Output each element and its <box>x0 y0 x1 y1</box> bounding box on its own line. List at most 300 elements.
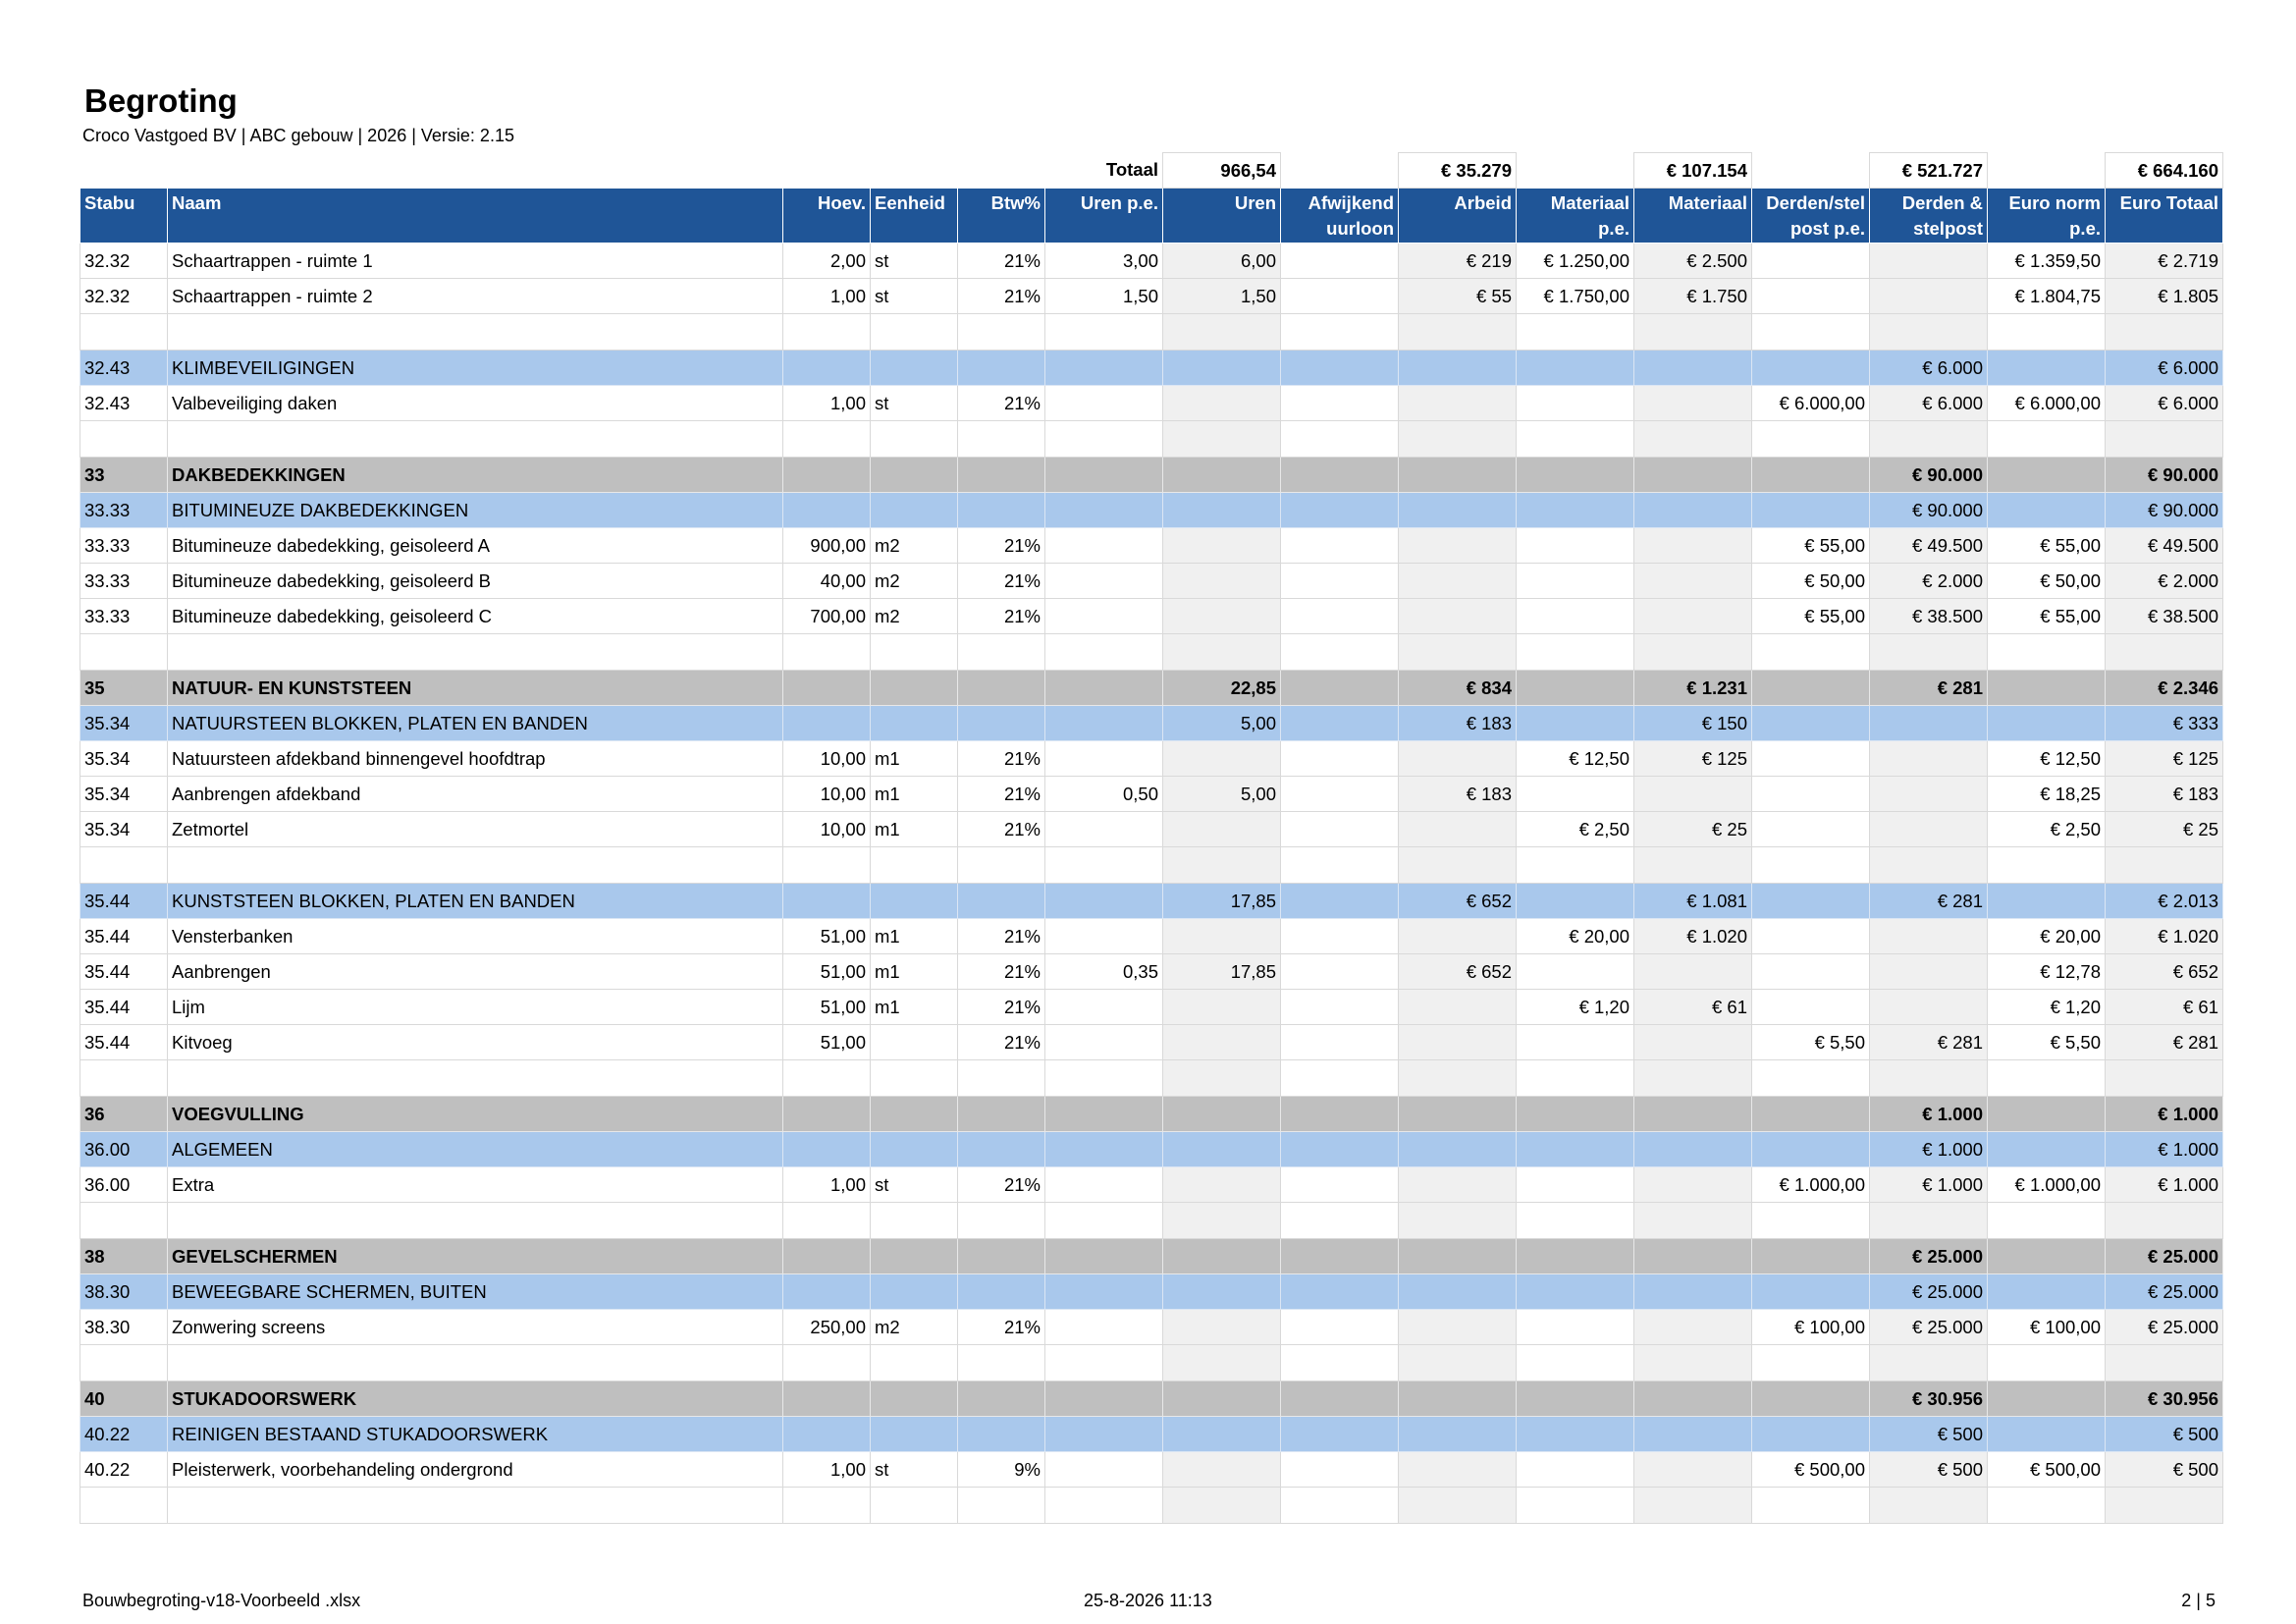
table-cell <box>1281 1097 1399 1132</box>
table-cell: € 1.805 <box>2106 279 2223 314</box>
table-cell: m2 <box>871 564 958 599</box>
table-cell <box>871 1417 958 1452</box>
table-cell: 38.30 <box>80 1310 168 1345</box>
table-cell: € 55,00 <box>1988 528 2106 564</box>
table-cell: GEVELSCHERMEN <box>168 1239 783 1274</box>
table-cell: KUNSTSTEEN BLOKKEN, PLATEN EN BANDEN <box>168 884 783 919</box>
table-cell <box>1634 1203 1752 1239</box>
table-cell <box>1281 1381 1399 1417</box>
table-cell <box>1045 1488 1163 1524</box>
table-cell <box>1399 1310 1517 1345</box>
table-cell <box>1163 314 1281 351</box>
table-cell <box>1517 564 1634 599</box>
table-cell <box>1517 1381 1634 1417</box>
table-cell <box>958 1488 1045 1524</box>
table-cell: 21% <box>958 1025 1045 1060</box>
table-cell <box>1281 634 1399 671</box>
table-cell <box>1163 847 1281 884</box>
table-row <box>80 1452 2223 1488</box>
table-cell <box>1163 1203 1281 1239</box>
table-cell <box>1163 458 1281 493</box>
table-cell: € 500 <box>2106 1417 2223 1452</box>
table-cell <box>1399 386 1517 421</box>
table-cell: 6,00 <box>1163 244 1281 279</box>
table-cell <box>1163 1239 1281 1274</box>
table-cell <box>1281 351 1399 386</box>
table-row <box>80 1310 2223 1345</box>
table-cell <box>1634 777 1752 812</box>
table-cell <box>1163 564 1281 599</box>
table-cell <box>871 1345 958 1381</box>
table-cell: Kitvoeg <box>168 1025 783 1060</box>
table-cell <box>2106 1060 2223 1097</box>
table-cell <box>1281 1239 1399 1274</box>
table-cell <box>1399 812 1517 847</box>
table-cell <box>1045 1203 1163 1239</box>
table-cell <box>1752 244 1870 279</box>
table-cell <box>1163 741 1281 777</box>
table-cell <box>1281 1025 1399 1060</box>
column-header: Arbeid <box>1399 189 1517 244</box>
table-cell <box>1752 1345 1870 1381</box>
totals-label: Totaal <box>1105 159 1158 181</box>
table-cell <box>1045 528 1163 564</box>
table-cell <box>871 351 958 386</box>
table-cell <box>1045 884 1163 919</box>
table-cell <box>1281 599 1399 634</box>
column-header: Stabu <box>80 189 168 244</box>
table-cell: 35.44 <box>80 1025 168 1060</box>
table-row <box>80 990 2223 1025</box>
table-cell: € 1.000 <box>1870 1132 1988 1167</box>
table-cell: € 1.020 <box>1634 919 1752 954</box>
table-cell: € 20,00 <box>1517 919 1634 954</box>
total-derden: € 521.727 <box>1870 153 1988 189</box>
table-cell: 21% <box>958 528 1045 564</box>
table-cell <box>1634 458 1752 493</box>
table-row <box>80 564 2223 599</box>
group-row <box>80 1239 2223 1274</box>
table-cell <box>783 1381 871 1417</box>
subgroup-row <box>80 351 2223 386</box>
table-cell: € 500 <box>2106 1452 2223 1488</box>
table-cell <box>1988 1417 2106 1452</box>
table-cell: € 1.750 <box>1634 279 1752 314</box>
table-cell <box>871 1239 958 1274</box>
table-cell: m2 <box>871 528 958 564</box>
table-cell <box>783 351 871 386</box>
table-cell: NATUURSTEEN BLOKKEN, PLATEN EN BANDEN <box>168 706 783 741</box>
table-cell <box>1163 421 1281 458</box>
table-cell <box>2106 1203 2223 1239</box>
table-cell <box>871 1097 958 1132</box>
table-cell <box>1752 919 1870 954</box>
table-cell: st <box>871 279 958 314</box>
table-cell <box>1045 1345 1163 1381</box>
table-cell <box>1988 634 2106 671</box>
table-cell: € 183 <box>2106 777 2223 812</box>
table-cell <box>871 884 958 919</box>
table-cell <box>1163 1132 1281 1167</box>
table-cell: Vensterbanken <box>168 919 783 954</box>
table-cell <box>1163 1345 1281 1381</box>
table-row <box>80 1167 2223 1203</box>
table-cell: € 20,00 <box>1988 919 2106 954</box>
table-cell <box>1870 1488 1988 1524</box>
table-cell <box>1281 812 1399 847</box>
table-cell <box>1517 706 1634 741</box>
table-cell: € 6.000 <box>1870 351 1988 386</box>
group-row <box>80 671 2223 706</box>
table-cell <box>1399 421 1517 458</box>
table-cell: € 1.081 <box>1634 884 1752 919</box>
table-cell: 10,00 <box>783 812 871 847</box>
table-cell <box>1517 1025 1634 1060</box>
table-cell <box>871 706 958 741</box>
table-cell <box>1870 954 1988 990</box>
table-cell <box>1752 812 1870 847</box>
table-cell <box>1281 990 1399 1025</box>
table-cell: 32.43 <box>80 386 168 421</box>
table-cell: 0,50 <box>1045 777 1163 812</box>
footer-page: 2 | 5 <box>2181 1591 2216 1610</box>
table-cell <box>1045 671 1163 706</box>
total-uren: 966,54 <box>1163 153 1281 189</box>
table-cell <box>958 1239 1045 1274</box>
table-cell <box>1634 314 1752 351</box>
table-cell <box>1281 706 1399 741</box>
table-cell <box>1281 279 1399 314</box>
table-cell <box>1045 706 1163 741</box>
table-cell: m1 <box>871 777 958 812</box>
table-cell <box>1752 847 1870 884</box>
table-cell <box>958 884 1045 919</box>
table-cell: Bitumineuze dabedekking, geisoleerd B <box>168 564 783 599</box>
table-cell: € 1.000,00 <box>1988 1167 2106 1203</box>
table-cell: Schaartrappen - ruimte 1 <box>168 244 783 279</box>
table-cell: € 25.000 <box>2106 1239 2223 1274</box>
table-cell: € 1.750,00 <box>1517 279 1634 314</box>
table-row <box>80 1025 2223 1060</box>
table-cell <box>1281 671 1399 706</box>
table-cell: Extra <box>168 1167 783 1203</box>
table-cell: m1 <box>871 741 958 777</box>
table-cell: € 2.500 <box>1634 244 1752 279</box>
table-cell <box>1752 279 1870 314</box>
table-cell <box>1752 1203 1870 1239</box>
table-cell <box>1870 741 1988 777</box>
table-cell <box>871 1132 958 1167</box>
table-cell: € 1.000 <box>2106 1097 2223 1132</box>
table-cell: € 61 <box>1634 990 1752 1025</box>
table-cell <box>1399 1060 1517 1097</box>
table-cell <box>1163 528 1281 564</box>
table-cell: € 6.000 <box>2106 351 2223 386</box>
table-cell: 21% <box>958 1310 1045 1345</box>
table-cell: 22,85 <box>1163 671 1281 706</box>
table-cell: € 2.000 <box>2106 564 2223 599</box>
table-cell <box>1399 599 1517 634</box>
blank-row <box>80 1060 2223 1097</box>
table-cell: 17,85 <box>1163 954 1281 990</box>
table-cell <box>80 1345 168 1381</box>
table-cell: 35.44 <box>80 954 168 990</box>
table-cell: € 55,00 <box>1752 528 1870 564</box>
table-cell <box>1045 564 1163 599</box>
table-cell: 35.34 <box>80 706 168 741</box>
column-header: Derden & stelpost <box>1870 189 1988 244</box>
table-cell <box>1517 1239 1634 1274</box>
table-cell <box>783 1274 871 1310</box>
table-cell <box>1752 1417 1870 1452</box>
table-cell <box>1752 1274 1870 1310</box>
table-cell <box>783 1060 871 1097</box>
table-cell <box>958 1132 1045 1167</box>
table-cell: € 90.000 <box>2106 458 2223 493</box>
blank-row <box>80 421 2223 458</box>
table-cell: 1,00 <box>783 386 871 421</box>
column-header: Euro norm p.e. <box>1988 189 2106 244</box>
table-cell <box>1399 493 1517 528</box>
table-cell <box>1634 1239 1752 1274</box>
table-cell <box>871 1203 958 1239</box>
table-cell <box>1045 351 1163 386</box>
table-cell <box>1163 1452 1281 1488</box>
table-cell <box>1517 777 1634 812</box>
table-cell <box>871 847 958 884</box>
table-cell: 51,00 <box>783 990 871 1025</box>
column-header: Derden/stel post p.e. <box>1752 189 1870 244</box>
table-cell: € 281 <box>1870 1025 1988 1060</box>
table-cell <box>1281 777 1399 812</box>
table-cell <box>1634 1167 1752 1203</box>
table-cell <box>1517 1488 1634 1524</box>
table-cell <box>1634 1345 1752 1381</box>
table-cell <box>1988 884 2106 919</box>
table-cell <box>1988 1274 2106 1310</box>
table-cell <box>783 1417 871 1452</box>
table-cell <box>958 1417 1045 1452</box>
table-cell <box>1870 634 1988 671</box>
table-cell: 35.44 <box>80 884 168 919</box>
table-cell <box>1045 458 1163 493</box>
table-cell <box>1281 1203 1399 1239</box>
table-cell: € 90.000 <box>1870 493 1988 528</box>
table-cell: m1 <box>871 919 958 954</box>
table-cell <box>1163 1274 1281 1310</box>
blank-row <box>80 314 2223 351</box>
table-cell <box>168 634 783 671</box>
table-cell: € 1.231 <box>1634 671 1752 706</box>
table-cell <box>1045 314 1163 351</box>
table-cell <box>1517 458 1634 493</box>
table-cell <box>1988 847 2106 884</box>
table-cell <box>1517 1310 1634 1345</box>
table-cell <box>1045 599 1163 634</box>
table-cell: Natuursteen afdekband binnengevel hoofdtrap <box>168 741 783 777</box>
table-cell: € 12,50 <box>1517 741 1634 777</box>
table-cell <box>1163 1488 1281 1524</box>
table-cell <box>1281 1310 1399 1345</box>
table-cell: 2,00 <box>783 244 871 279</box>
table-cell <box>1281 1060 1399 1097</box>
table-cell <box>1752 777 1870 812</box>
table-cell: st <box>871 244 958 279</box>
table-cell: 40 <box>80 1381 168 1417</box>
table-cell <box>871 493 958 528</box>
table-cell: 35.34 <box>80 812 168 847</box>
table-cell <box>1870 1060 1988 1097</box>
table-cell <box>1163 1025 1281 1060</box>
table-cell <box>1752 1488 1870 1524</box>
table-cell: 35.44 <box>80 919 168 954</box>
table-row <box>80 741 2223 777</box>
table-cell: 21% <box>958 990 1045 1025</box>
table-cell <box>1988 706 2106 741</box>
table-cell: 40,00 <box>783 564 871 599</box>
table-cell <box>1163 599 1281 634</box>
table-cell: € 6.000 <box>1870 386 1988 421</box>
table-cell: 5,00 <box>1163 777 1281 812</box>
table-cell: € 1,20 <box>1988 990 2106 1025</box>
table-row <box>80 954 2223 990</box>
table-cell <box>783 458 871 493</box>
blank-row <box>80 847 2223 884</box>
table-cell: 51,00 <box>783 954 871 990</box>
table-row <box>80 777 2223 812</box>
table-cell: € 100,00 <box>1752 1310 1870 1345</box>
table-cell <box>1517 528 1634 564</box>
table-cell <box>1163 1060 1281 1097</box>
table-cell: 21% <box>958 564 1045 599</box>
table-cell: € 500 <box>1870 1417 1988 1452</box>
table-cell <box>168 1488 783 1524</box>
table-cell: 33.33 <box>80 528 168 564</box>
table-cell <box>1163 1417 1281 1452</box>
table-cell: € 49.500 <box>1870 528 1988 564</box>
footer-datetime: 25-8-2026 11:13 <box>1084 1591 1212 1610</box>
table-cell <box>1045 1274 1163 1310</box>
table-cell <box>1163 919 1281 954</box>
table-cell: € 18,25 <box>1988 777 2106 812</box>
table-cell: 17,85 <box>1163 884 1281 919</box>
table-cell: € 1.250,00 <box>1517 244 1634 279</box>
table-cell <box>783 421 871 458</box>
table-cell: m1 <box>871 954 958 990</box>
table-cell <box>783 884 871 919</box>
total-euro: € 664.160 <box>2106 153 2223 189</box>
table-cell <box>1517 599 1634 634</box>
table-cell <box>80 314 168 351</box>
table-cell: € 100,00 <box>1988 1310 2106 1345</box>
blank-row <box>80 1203 2223 1239</box>
table-cell: BEWEEGBARE SCHERMEN, BUITEN <box>168 1274 783 1310</box>
table-cell: 21% <box>958 1167 1045 1203</box>
table-cell <box>1045 812 1163 847</box>
table-cell <box>1045 1167 1163 1203</box>
table-cell <box>871 314 958 351</box>
table-cell <box>168 847 783 884</box>
table-cell <box>2106 634 2223 671</box>
table-cell: € 5,50 <box>1988 1025 2106 1060</box>
table-cell: 9% <box>958 1452 1045 1488</box>
total-arbeid: € 35.279 <box>1399 153 1517 189</box>
table-cell <box>1045 1025 1163 1060</box>
table-cell: 21% <box>958 279 1045 314</box>
table-cell <box>783 634 871 671</box>
table-cell <box>783 671 871 706</box>
table-cell <box>1988 1097 2106 1132</box>
table-cell: Lijm <box>168 990 783 1025</box>
table-cell: 36 <box>80 1097 168 1132</box>
table-cell <box>1517 314 1634 351</box>
table-cell: € 25.000 <box>1870 1274 1988 1310</box>
table-cell <box>1870 279 1988 314</box>
table-cell <box>1281 1274 1399 1310</box>
table-cell: € 2,50 <box>1517 812 1634 847</box>
table-cell <box>1752 741 1870 777</box>
table-cell <box>1517 634 1634 671</box>
table-cell: € 25 <box>1634 812 1752 847</box>
table-cell: € 49.500 <box>2106 528 2223 564</box>
table-cell <box>1045 919 1163 954</box>
table-cell <box>1634 1381 1752 1417</box>
table-cell <box>80 421 168 458</box>
table-cell <box>1163 1097 1281 1132</box>
table-cell <box>1399 634 1517 671</box>
table-cell: m1 <box>871 990 958 1025</box>
table-cell <box>80 634 168 671</box>
table-cell: 33.33 <box>80 599 168 634</box>
table-cell <box>1399 1274 1517 1310</box>
table-cell <box>958 1097 1045 1132</box>
table-cell <box>1399 351 1517 386</box>
table-cell: € 6.000,00 <box>1988 386 2106 421</box>
table-cell: € 25.000 <box>1870 1239 1988 1274</box>
table-cell: € 333 <box>2106 706 2223 741</box>
table-cell <box>1517 847 1634 884</box>
table-cell: 21% <box>958 244 1045 279</box>
table-cell <box>1045 386 1163 421</box>
table-cell <box>1870 777 1988 812</box>
table-cell: € 219 <box>1399 244 1517 279</box>
table-cell <box>1399 1417 1517 1452</box>
table-cell <box>1752 954 1870 990</box>
table-cell <box>1752 493 1870 528</box>
table-cell: Aanbrengen <box>168 954 783 990</box>
table-cell <box>1634 954 1752 990</box>
table-cell <box>1517 1097 1634 1132</box>
table-cell: € 50,00 <box>1752 564 1870 599</box>
table-cell: € 125 <box>2106 741 2223 777</box>
table-cell <box>958 847 1045 884</box>
blank-row <box>80 1488 2223 1524</box>
table-cell <box>1870 812 1988 847</box>
table-cell <box>1517 671 1634 706</box>
table-cell: 32.43 <box>80 351 168 386</box>
table-cell <box>1870 847 1988 884</box>
table-cell <box>783 706 871 741</box>
table-cell: BITUMINEUZE DAKBEDEKKINGEN <box>168 493 783 528</box>
table-cell <box>783 1239 871 1274</box>
table-cell <box>1752 458 1870 493</box>
table-cell: 1,00 <box>783 1452 871 1488</box>
subgroup-row <box>80 1274 2223 1310</box>
table-cell <box>1163 386 1281 421</box>
table-cell <box>1634 351 1752 386</box>
table-cell: € 90.000 <box>1870 458 1988 493</box>
table-cell <box>1399 458 1517 493</box>
